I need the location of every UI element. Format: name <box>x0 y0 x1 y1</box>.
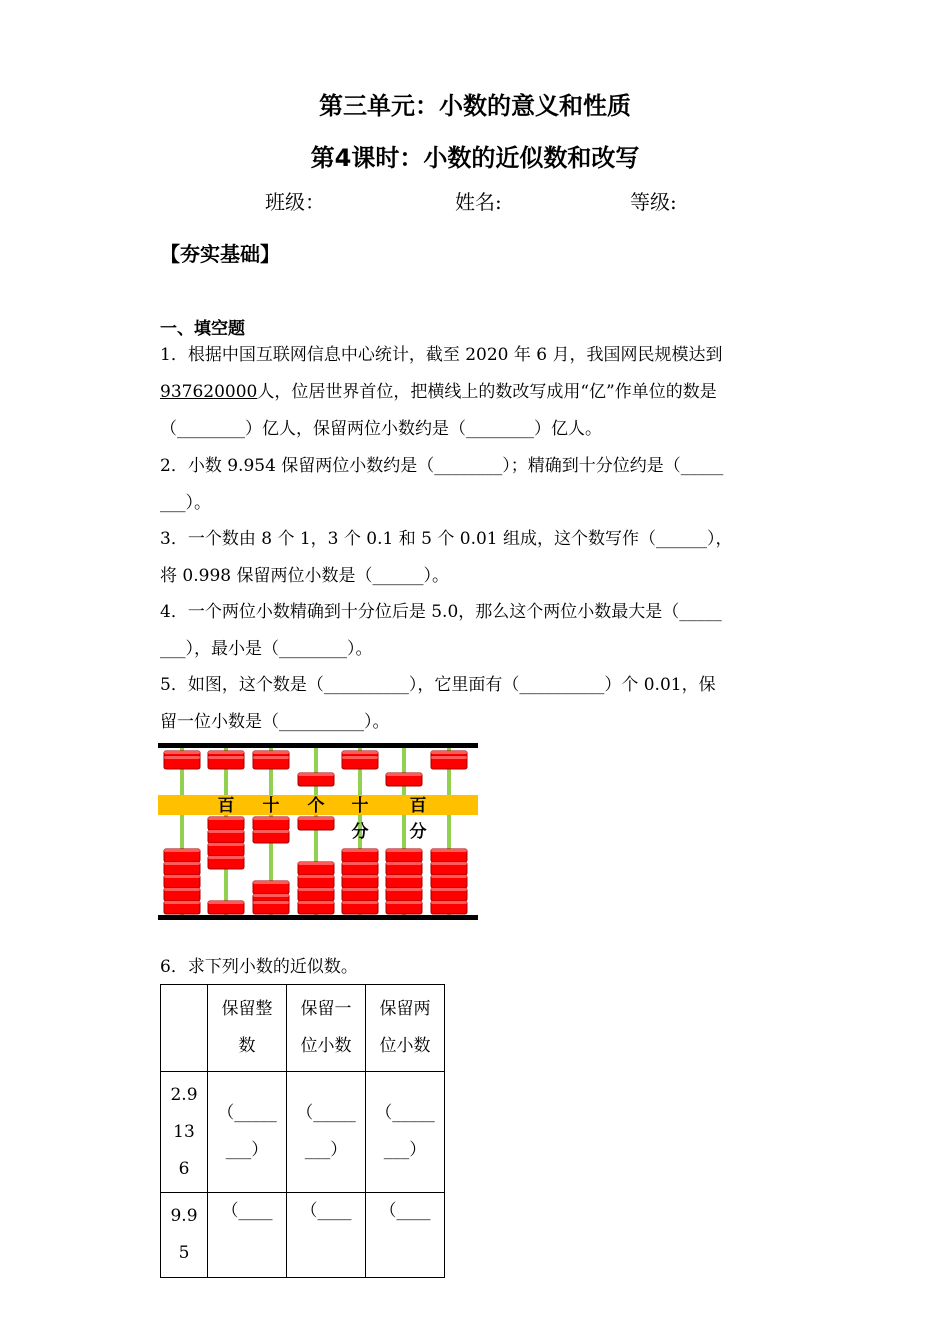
answer-blank: （________） <box>217 1103 277 1160</box>
abacus-bottom-bar <box>158 915 478 920</box>
table-cell <box>287 1193 366 1278</box>
question-6-line: 6．求下列小数的近似数。 <box>160 957 358 977</box>
table-header-cell <box>161 985 208 1072</box>
lesson-subtitle: 第4课时：小数的近似数和改写 <box>310 144 640 172</box>
header-two-decimals: 保留两位小数 <box>379 999 431 1056</box>
label-hundredths: 百 <box>409 796 427 816</box>
table-header-cell <box>366 985 445 1072</box>
label-ones: 个 <box>307 796 325 816</box>
name-label: 姓名: <box>455 190 502 214</box>
question-1-line-3: （________）亿人，保留两位小数约是（________）亿人。 <box>160 419 602 439</box>
question-4-line-2: ___），最小是（________）。 <box>160 639 373 659</box>
table-cell <box>287 1072 366 1193</box>
label-hundredths-fen: 分 <box>409 822 427 842</box>
question-1-line-2 <box>160 377 717 402</box>
table-header-row <box>161 985 445 1072</box>
question-1-line-1: 1．根据中国互联网信息中心统计，截至 2020 年 6 月，我国网民规模达到 <box>160 345 723 365</box>
part-heading: 一、填空题 <box>160 319 245 339</box>
question-3-line-2: 将 0.998 保留两位小数是（______）。 <box>160 566 449 586</box>
question-3-line-1: 3．一个数由 8 个 1，3 个 0.1 和 5 个 0.01 组成，这个数写作（______）， <box>160 529 733 549</box>
answer-blank: （________） <box>375 1103 435 1160</box>
answer-blank: （____ <box>379 1201 431 1221</box>
question-2-line-2: ___）。 <box>160 493 211 513</box>
question-2-line-1: 2．小数 9.954 保留两位小数约是（________）；精确到十分位约是（_____ <box>160 456 724 476</box>
abacus-top-bar <box>158 743 478 748</box>
table-header-cell <box>287 985 366 1072</box>
question-5-line-1: 5．如图，这个数是（__________），它里面有（__________）个 0.01，保 <box>160 675 716 695</box>
header-round-integer: 保留整数 <box>221 999 273 1056</box>
row-number: 9.95 <box>170 1206 198 1263</box>
question-5-line-2: 留一位小数是（__________）。 <box>160 712 390 732</box>
header-one-decimal: 保留一位小数 <box>300 999 352 1056</box>
table-cell <box>366 1193 445 1278</box>
approximation-table <box>160 984 445 1278</box>
table-row <box>161 1072 445 1193</box>
question-4-line-1: 4．一个两位小数精确到十分位后是 5.0，那么这个两位小数最大是（_____ <box>160 602 722 622</box>
table-cell <box>208 1072 287 1193</box>
page-title: 第三单元：小数的意义和性质 <box>319 92 631 120</box>
class-label: 班级： <box>265 190 325 214</box>
answer-blank: （____ <box>300 1201 352 1221</box>
table-row <box>161 1193 445 1278</box>
answer-blank: （____ <box>221 1201 273 1221</box>
label-tens: 十 <box>262 796 280 816</box>
answer-blank: （________） <box>296 1103 356 1160</box>
label-hundreds: 百 <box>217 796 235 816</box>
section-title: 【夯实基础】 <box>160 242 280 266</box>
table-cell <box>208 1193 287 1278</box>
table-header-cell <box>208 985 287 1072</box>
label-tenths-fen: 分 <box>351 822 369 842</box>
abacus-figure <box>158 743 480 923</box>
table-cell <box>366 1072 445 1193</box>
underlined-number: 937620000 <box>160 382 258 402</box>
table-cell <box>161 1072 208 1193</box>
question-1-line-2-rest: 人，位居世界首位，把横线上的数改写成用“亿”作单位的数是 <box>257 382 717 402</box>
table-cell <box>161 1193 208 1278</box>
grade-label: 等级: <box>630 190 677 214</box>
row-number: 2.9136 <box>170 1084 198 1179</box>
label-tenths: 十 <box>351 796 369 816</box>
